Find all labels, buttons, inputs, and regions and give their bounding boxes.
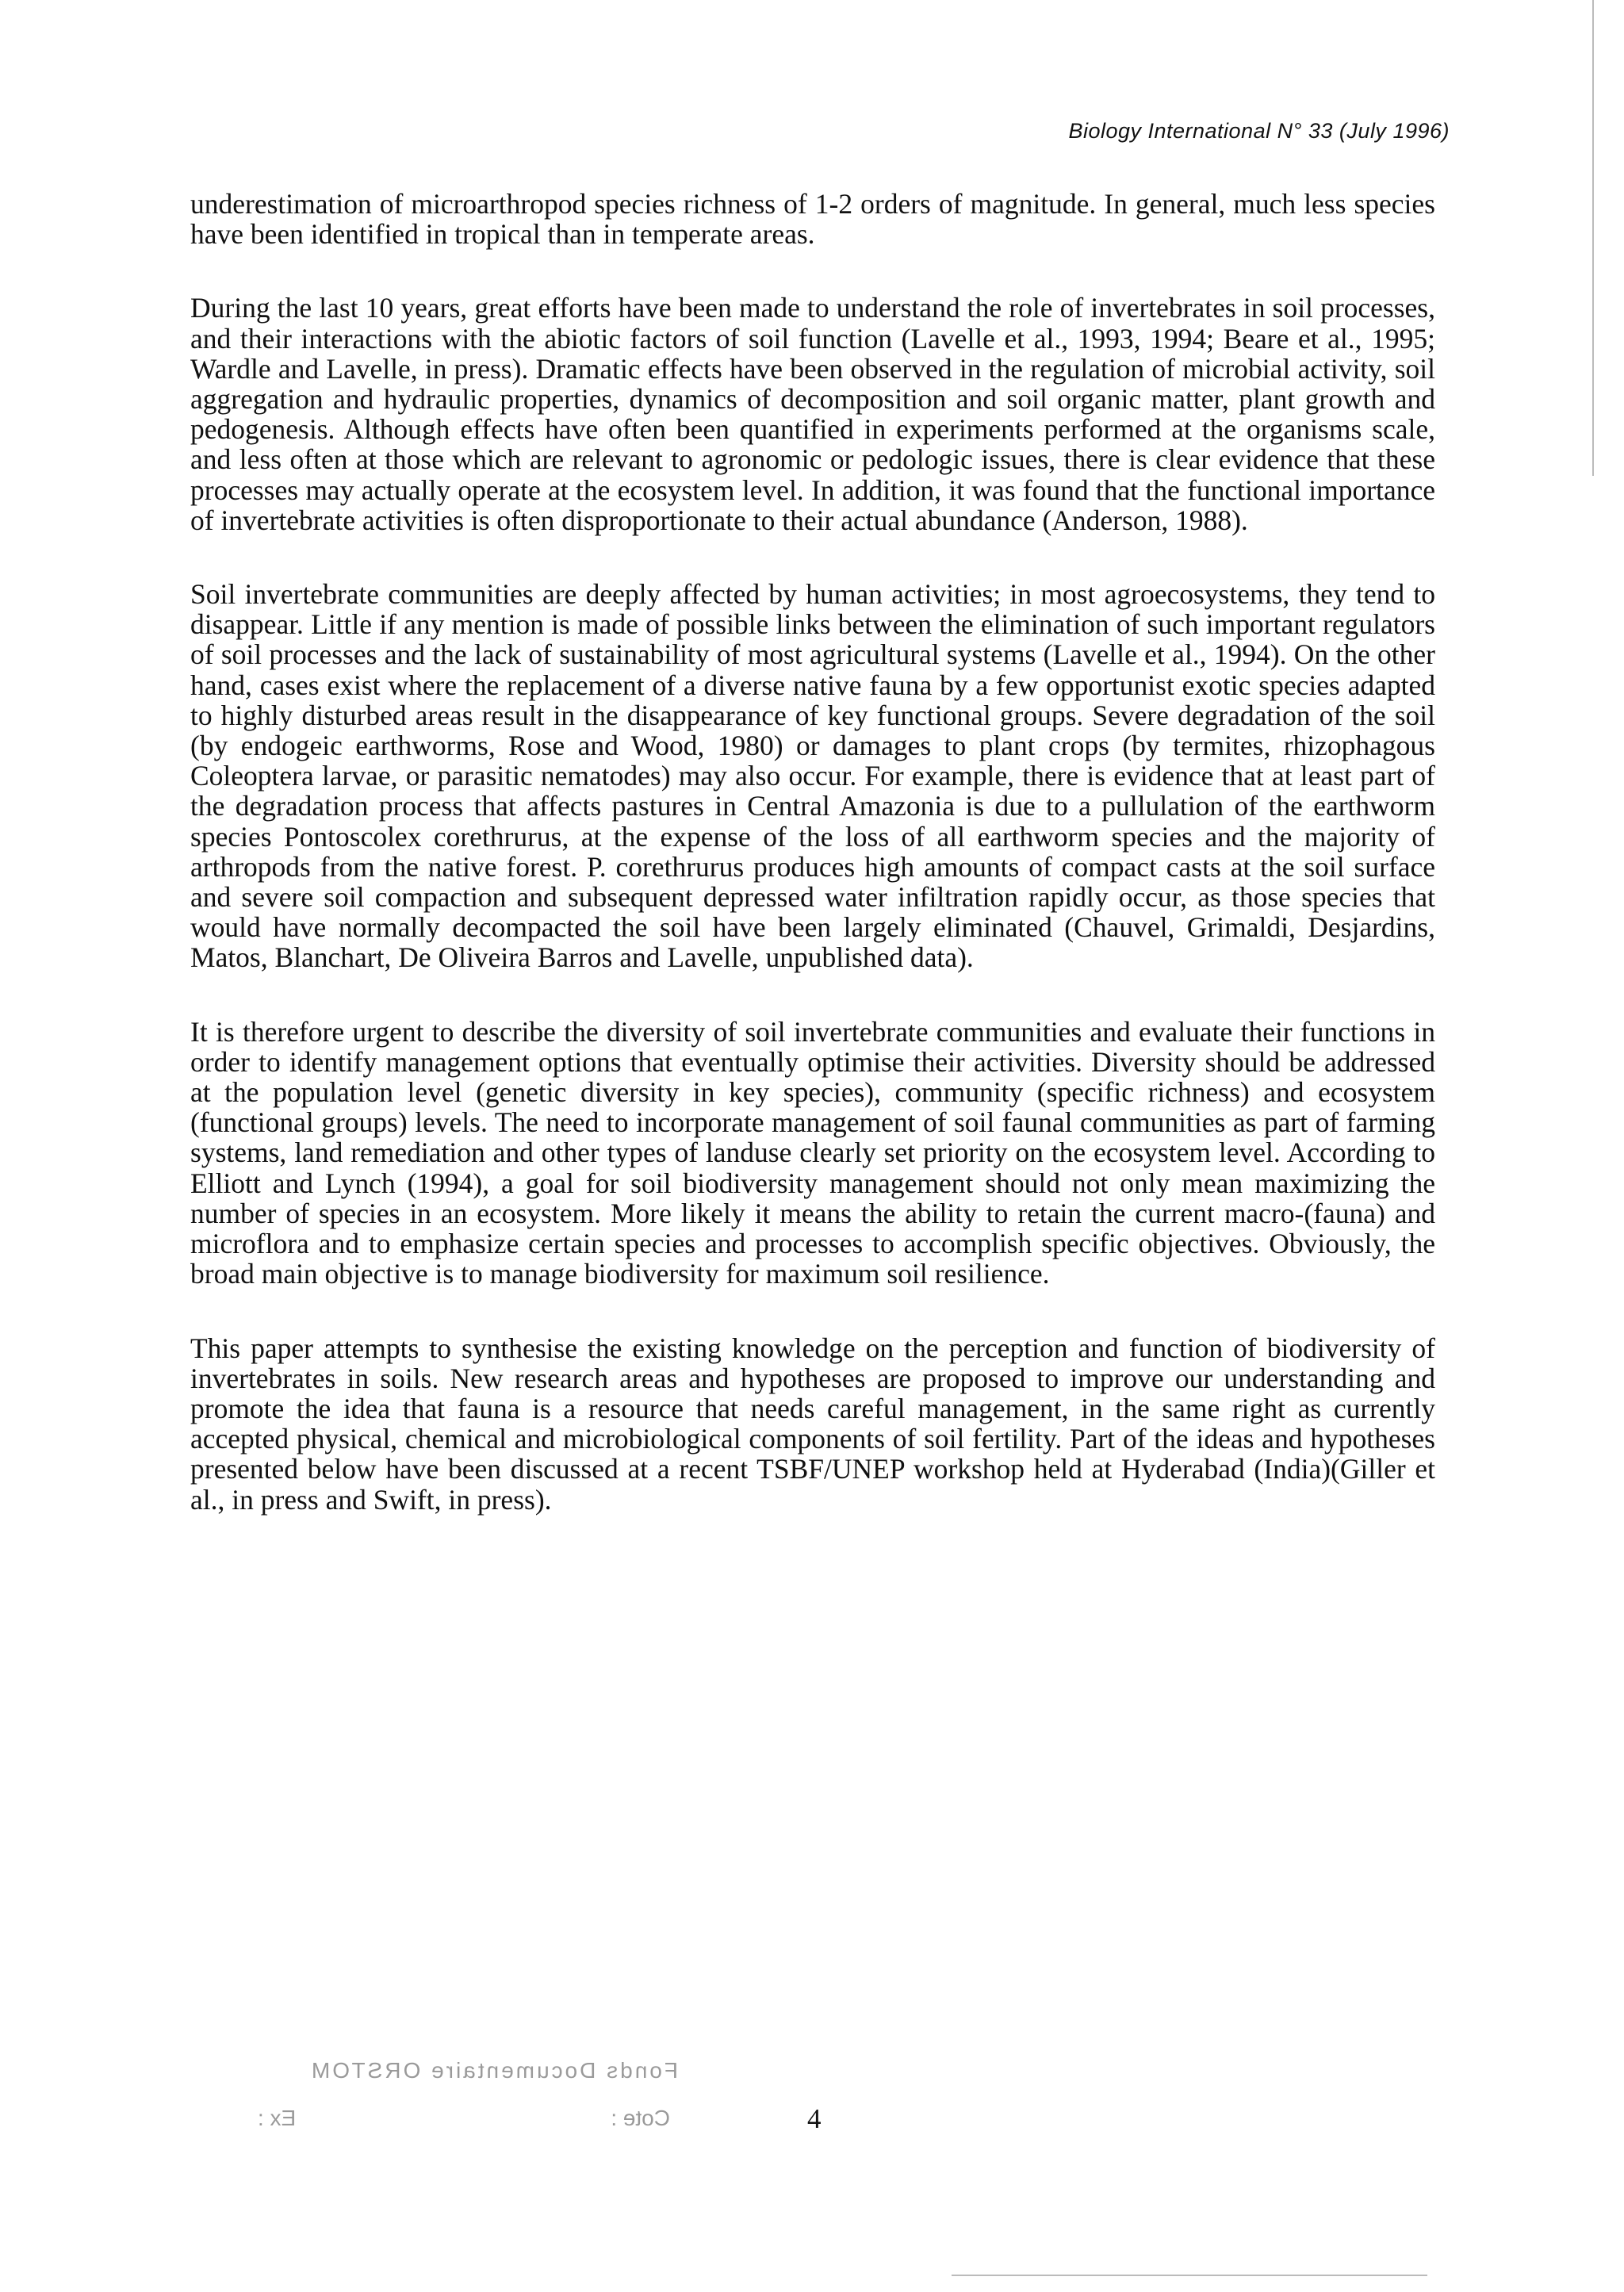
page-body [190, 189, 1435, 1515]
bottom-margin-scan-line [952, 2275, 1427, 2276]
running-header: Biology International N° 33 (July 1996) [1068, 119, 1450, 143]
stamp-ex: Ex : [258, 2106, 297, 2130]
paragraph-5: This paper attempts to synthesise the existing knowledge on the perception and function of biodiversity of invertebrates in soils. New research areas and hypotheses are proposed to improve our understanding and promote the idea that fauna is a resource that needs careful management, in the same right as currently accepted physical, chemical and microbiological components of soil fertility. Part of the ideas and hypotheses presented below have been discussed at a recent TSBF/UNEP workshop held at Hyderabad (India)(Giller et al., in press and Swift, in press). [190, 1332, 1435, 1516]
archive-stamp-line-1: Fonds Documentaire ORSTOM [308, 2058, 678, 2083]
stamp-cote: Cote : [611, 2106, 670, 2130]
page-number: 4 [807, 2103, 822, 2134]
paragraph-1: underestimation of microarthropod species richness of 1-2 orders of magnitude. In general, much less species have been identified in tropical than in temperate areas. [190, 188, 1435, 251]
paragraph-3: Soil invertebrate communities are deeply affected by human activities; in most agroecosystems, they tend to disappear. Little if any mention is made of possible links between the elimination of such important regulators of soil processes and the lack of sustainability of most agricultural systems (Lavelle et al., 1994). On the other hand, cases exist where the replacement of a diverse native fauna by a few opportunist exotic species adapted to highly disturbed areas result in the disappearance of key functional groups. Severe degradation of the soil (by endogeic earthworms, Rose and Wood, 1980) or damages to plant crops (by termites, rhizophagous Coleoptera larvae, or parasitic nematodes) may also occur. For example, there is evidence that at least part of the degradation process that affects pastures in Central Amazonia is due to a pullulation of the earthworm species Pontoscolex corethrurus, at the expense of the loss of all earthworm species and the majority of arthropods from the native forest. P. corethrurus produces high amounts of compact casts at the soil surface and severe soil compaction and subsequent depressed water infiltration rapidly occur, as those species that would have normally decompacted the soil have been largely eliminated (Chauvel, Grimaldi, Desjardins, Matos, Blanchart, De Oliveira Barros and Lavelle, unpublished data). [190, 578, 1435, 974]
paragraph-2: During the last 10 years, great efforts have been made to understand the role of invertebrates in soil processes, and their interactions with the abiotic factors of soil function (Lavelle et al., 1993, 1994; Beare et al., 1995; Wardle and Lavelle, in press). Dramatic effects have been observed in the regulation of microbial activity, soil aggregation and hydraulic properties, dynamics of decomposition and soil organic matter, plant growth and pedogenesis. Although effects have often been quantified in experiments performed at the organisms scale, and less often at those which are relevant to agronomic or pedologic issues, there is clear evidence that these processes may actually operate at the ecosystem level. In addition, it was found that the functional importance of invertebrate activities is often disproportionate to their actual abundance (Anderson, 1988). [190, 292, 1435, 536]
archive-stamp-line-2 [258, 2106, 670, 2131]
right-margin-scan-line [1592, 0, 1594, 476]
paragraph-4: It is therefore urgent to describe the diversity of soil invertebrate communities and evaluate their functions in order to identify management options that eventually optimise their activities. Diversity should be addressed at the population level (genetic diversity in key species), community (specific richness) and ecosystem (functional groups) levels. The need to incorporate management of soil faunal communities as part of farming systems, land remediation and other types of landuse clearly set priority on the ecosystem level. According to Elliott and Lynch (1994), a goal for soil biodiversity management should not only mean maximizing the number of species in an ecosystem. More likely it means the ability to retain the current macro-(fauna) and microflora and to emphasize certain species and processes to accomplish specific objectives. Obviously, the broad main objective is to manage biodiversity for maximum soil resilience. [190, 1015, 1435, 1290]
